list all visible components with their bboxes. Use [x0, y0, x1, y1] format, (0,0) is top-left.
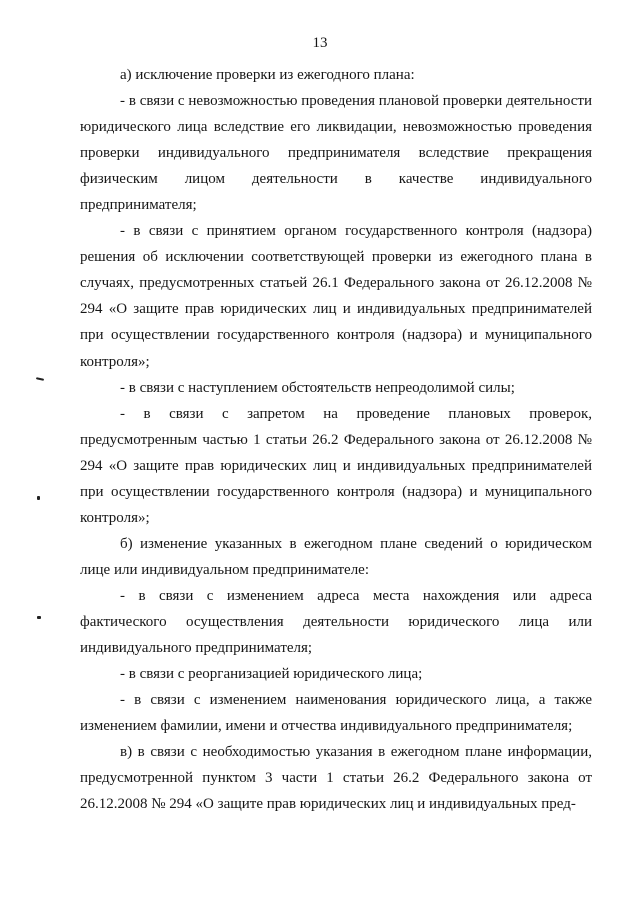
- paragraph-v: в) в связи с необходимостью указания в ежегодном плане информации, предусмотренной пунктом 3 части 1 статьи 26.2 Федерального закона от 26.12.2008 № 294 «О защите прав юридических лиц и индивидуальных пред-: [80, 744, 592, 813]
- scan-mark: [37, 616, 41, 619]
- paragraph-b: б) изменение указанных в ежегодном плане сведений о юридическом лице или индивидуальном предпринимателе:: [80, 535, 592, 578]
- paragraph-b-item-address-change: - в связи с изменением адреса места нахождения или адреса фактического осуществления деятельности юридического лица или индивидуального предпринимателя;: [80, 587, 592, 657]
- paragraph-b-item-reorganization: - в связи с реорганизацией юридического лица;: [120, 666, 423, 683]
- paragraph-b-item-name-change: - в связи с изменением наименования юридического лица, а также изменением фамилии, имени и отчества индивидуального предпринимателя;: [80, 692, 592, 735]
- paragraph-a-item-liquidation: - в связи с невозможностью проведения плановой проверки деятельности юридического лица вследствие его ликвидации, невозможностью проведения проверки индивидуального предпринимателя вследствие прекращения физическим лицом деятельности в качестве индивидуального предпринимателя;: [80, 93, 592, 214]
- paragraph-a-item-prohibition: - в связи с запретом на проведение плановых проверок, предусмотренным частью 1 статьи 26.2 Федерального закона от 26.12.2008 № 294 «О защите прав юридических лиц и индивидуальных предпринимателей при осуществлении государственного контроля (надзора) и муниципального контроля»;: [80, 405, 592, 526]
- scan-mark: [37, 496, 40, 500]
- document-body: [80, 62, 592, 817]
- page-number: 13: [312, 35, 328, 51]
- paragraph-a-item-exclusion-decision: - в связи с принятием органом государственного контроля (надзора) решения об исключении соответствующей проверки из ежегодного плана в случаях, предусмотренных статьей 26.1 Федерального закона от 26.12.2008 № 294 «О защите прав юридических лиц и индивидуальных предпринимателей при осуществлении государственного контроля (надзора) и муниципального контроля»;: [80, 223, 592, 370]
- paragraph-a-item-force-majeure: - в связи с наступлением обстоятельств непреодолимой силы;: [120, 379, 515, 396]
- scan-mark: [36, 377, 44, 381]
- paragraph-a: а) исключение проверки из ежегодного плана:: [120, 67, 415, 83]
